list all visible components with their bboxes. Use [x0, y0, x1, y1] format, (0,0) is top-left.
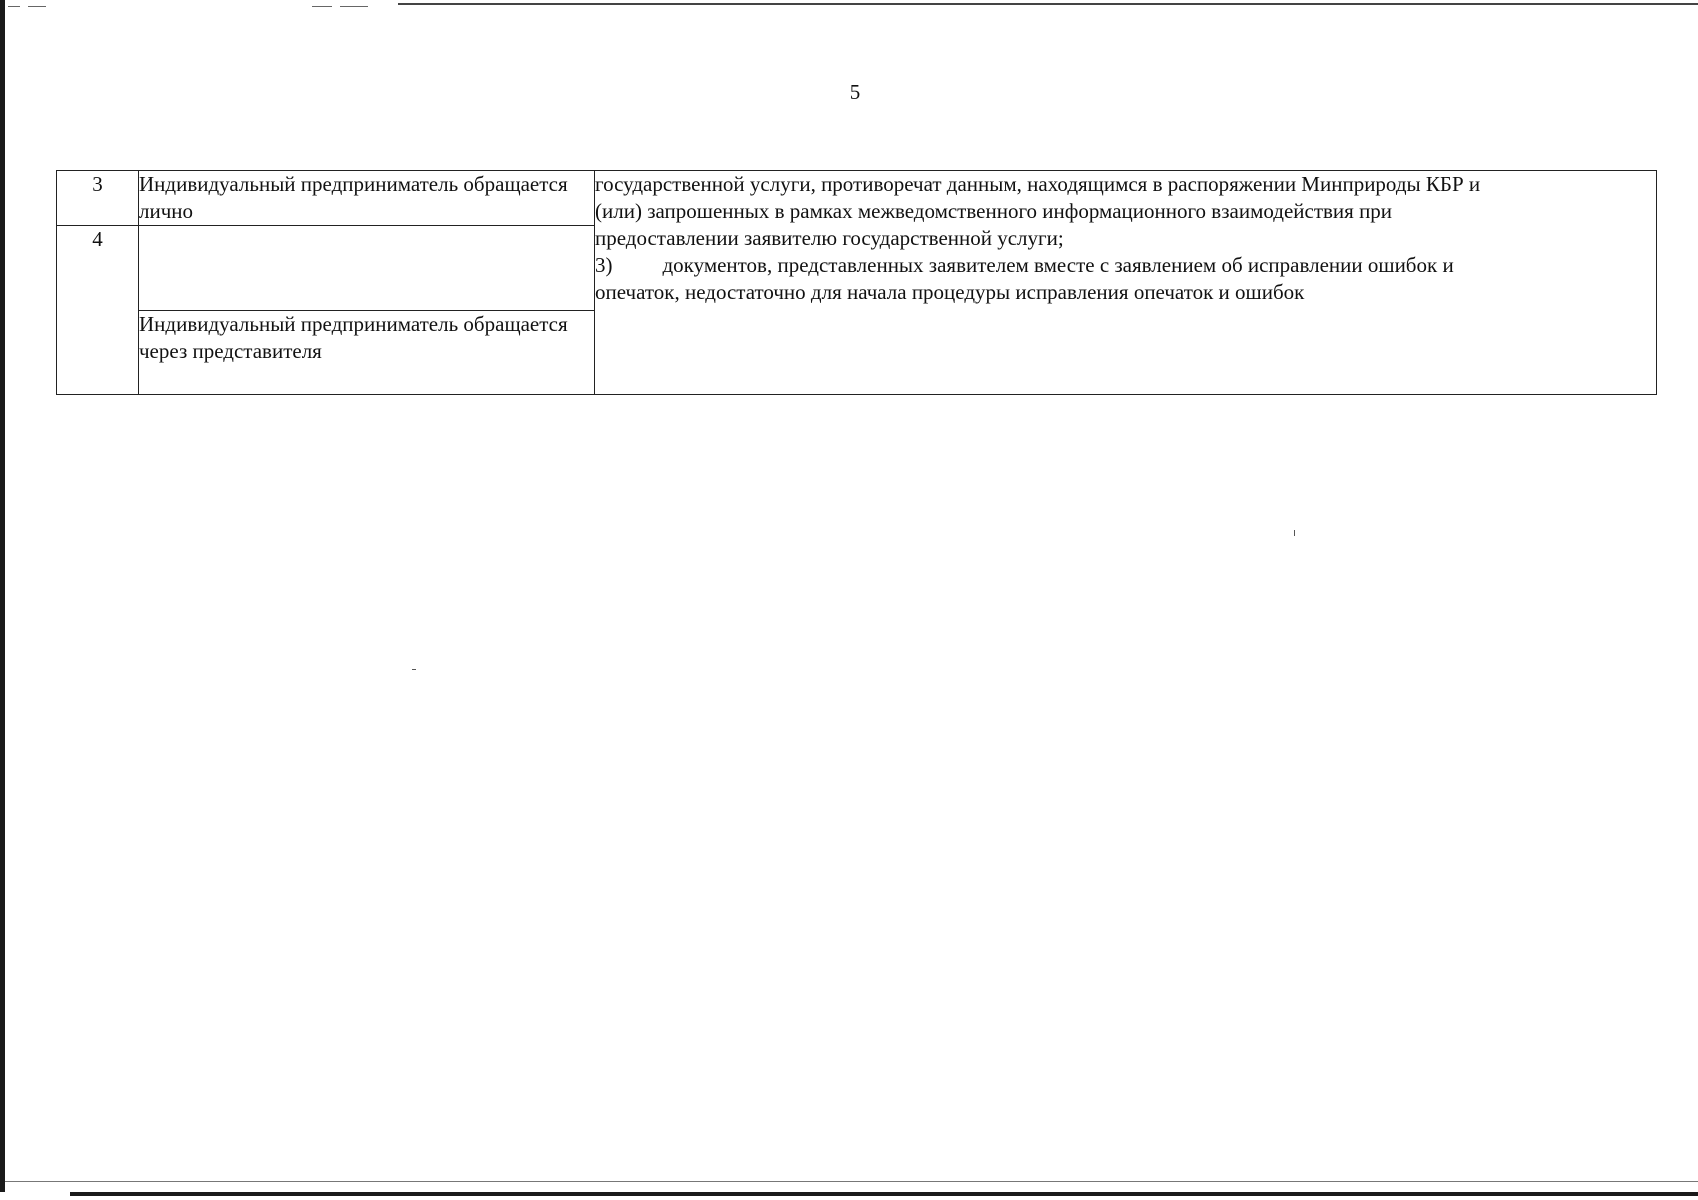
row-number-cell [57, 226, 139, 395]
description-line: (или) запрошенных в рамках межведомственного информационного взаимодействия при [595, 199, 1393, 223]
scan-edge-bottom [70, 1192, 1698, 1196]
scan-edge-top-dash [8, 6, 20, 7]
scan-edge-bottom-thin [5, 1181, 1698, 1182]
services-table [56, 170, 1657, 395]
table-row [57, 171, 1657, 226]
applicant-text: Индивидуальный предприниматель обращается через представителя [139, 312, 568, 363]
list-marker: 3) [595, 253, 613, 277]
description-line: государственной услуги, противоречат данным, находящимся в распоряжении Минприроды КБР и [595, 172, 1481, 196]
applicant-cell [139, 311, 595, 395]
description-line: предоставлении заявителю государственной услуги; [595, 226, 1064, 250]
scan-edge-top [398, 3, 1698, 5]
page-number: 5 [849, 80, 861, 104]
row-number: 4 [92, 227, 103, 251]
scan-speck [412, 669, 416, 670]
row-number-cell [57, 171, 139, 226]
applicant-cell-empty [139, 226, 595, 311]
scan-speck [1294, 530, 1295, 536]
description-list-item [595, 252, 1656, 279]
scan-edge-top-dash [28, 6, 46, 7]
scan-edge-left [0, 0, 5, 1192]
scan-edge-top-dash [312, 6, 332, 7]
scan-edge-top-dash [340, 6, 368, 7]
row-number: 3 [92, 172, 103, 196]
applicant-text: Индивидуальный предприниматель обращается лично [139, 172, 568, 223]
description-line: опечаток, недостаточно для начала процедуры исправления опечаток и ошибок [595, 280, 1305, 304]
applicant-cell [139, 171, 595, 226]
description-line: документов, представленных заявителем вместе с заявлением об исправлении ошибок и [662, 253, 1454, 277]
description-cell [595, 171, 1657, 395]
